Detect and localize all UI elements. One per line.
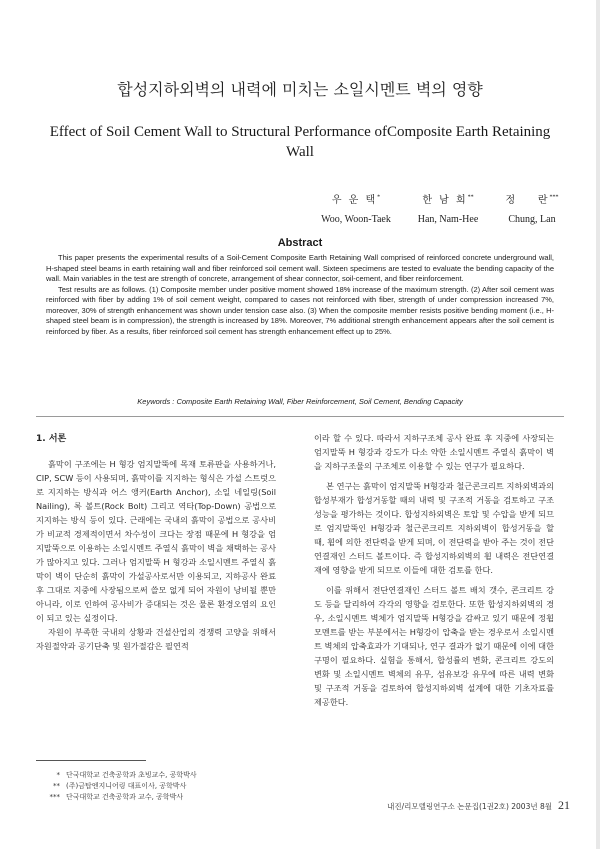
page-edge-shadow — [596, 0, 600, 849]
footnote: * 단국대학교 건축공학과 초빙교수, 공학박사 — [56, 771, 197, 779]
author-mark: *** — [549, 194, 559, 201]
body-paragraph: 흙막이 구조에는 H 형강 엄지말뚝에 목재 토류판을 사용하거나, CIP, SCW 등이 사용되며, 흙막이를 지지하는 형식은 가설 스트럿으로 지지하는 방식과 어스 앵커(Earth Anchor), 소일 네일링(Soil Nailing), 록 볼트(Rock Bolt) 그리고 역타(Top-Down) 공법으로 지지하는 방식 등이 있다. 근래에는 국내의 흙막이 공법으로 공사비가 비교적 경제적이면서 차수성이 크다는 장점 때문에 H 형강을 엄지말뚝으로 이용하는 소일시멘트 주열식 흙막이 벽을 채택하는 공사가 많아지고 있다. 그러나 엄지말뚝 H 형강과 소일시멘트 주열식 흙막이 벽이 단순히 흙막이 가설공사로서만 이용되고, 지하공사 완료 후 그대로 지중에 사장됨으로써 쓸모 없게 되어 자원이 낭비될 뿐만 아니라, 이로 인하여 공사비가 증대되는 것은 물론 환경오염의 요인이 되고 있는 실정이다. — [36, 459, 277, 623]
author-name-en: Chung, Lan — [508, 214, 556, 225]
author-name-ko: 한 남 희 — [422, 195, 468, 206]
journal-info: 내진/리모델링연구소 논문집(1권2호) 2003년 8월 — [387, 802, 552, 811]
author-name-ko: 정 란 — [505, 195, 550, 206]
body-paragraph: 이를 위해서 전단연결재인 스터드 볼트 배치 갯수, 콘크리트 강도 등을 달리하여 각각의 영향을 검토한다. 또한 합성지하외벽의 경우, 소일시멘트 벽체가 엄지말뚝 H형강을 감싸고 있기 때문에 정휨모멘트를 받는 부분에서는 H형강이 압축을 받는 경우로서 소일시멘트 벽체의 압축효과가 기대되나, 연구 결과가 없기 때문에 이에 대한 구명이 필요하다. 실험을 통해서, 합성률의 변화, 콘크리트 강도의 변화 및 소일시멘트 벽체의 유무, 섬유보강 유무에 따른 내력 변화 및 구조적 거동을 검토하여 합성지하외벽 설계에 대한 기초자료를 제공한다. — [314, 585, 554, 707]
author-name-ko: 우 운 택 — [331, 195, 378, 206]
right-column — [314, 431, 554, 709]
left-column — [36, 457, 276, 653]
paper-title-english: Effect of Soil Cement Wall to Structural Performance ofComposite Earth Retaining Wall — [49, 124, 551, 160]
page-footer — [320, 798, 570, 813]
author-name-en: Woo, Woon-Taek — [321, 214, 391, 225]
body-paragraph: 이라 할 수 있다. 따라서 지하구조체 공사 완료 후 지중에 사장되는 엄지말뚝 H 형강과 강도가 다소 약한 소일시멘트 주열식 흙막이 벽을 지하구조물의 구조체로 이용할 수 있는 연구가 필요하다. — [314, 433, 554, 471]
author-3 — [492, 191, 572, 225]
page-number: 21 — [558, 798, 570, 812]
body-paragraph: 본 연구는 흙막이 엄지말뚝 H형강과 철근콘크리트 지하외벽과의 합성부재가 합성거동할 때의 내력 및 구조적 거동을 검토하고 구조성능을 평가하는 것이다. 합성지하외벽은 토압 및 수압을 받게 되므로 엄지말뚝인 H형강과 철근콘크리트 지하외벽이 합성거동을 할 때, 휨에 의한 전단력을 받게 되며, 이 전단력을 받아 주는 것이 전단연결재인 스터드 볼트이다. 즉 합성지하외벽의 휨 내력은 전단연결재에 영향을 받게 되므로 이들에 대한 검토를 한다. — [314, 481, 554, 575]
keywords: Keywords : Composite Earth Retaining Wall, Fiber Reinforcement, Soil Cement, Bending Capacity — [137, 397, 463, 406]
body-paragraph: 자원이 부족한 국내의 상황과 건설산업의 경쟁력 고양을 위해서 자원절약과 공기단축 및 원가절감은 필연적 — [36, 627, 276, 651]
author-mark: ** — [467, 194, 474, 201]
author-mark: * — [377, 194, 381, 201]
author-1 — [316, 191, 396, 225]
abstract-heading: Abstract — [277, 237, 323, 249]
abstract-divider — [36, 416, 564, 417]
section-heading: 1. 서론 — [36, 434, 67, 444]
footnote-divider — [36, 760, 146, 761]
paper-title-korean: 합성지하외벽의 내력에 미치는 소일시멘트 벽의 영향 — [117, 80, 483, 99]
footnotes — [40, 770, 197, 803]
abstract-paragraph: This paper presents the experimental results of a Soil-Cement Composite Earth Retaining Wall comprised of reinforced concrete underground wall, H-shaped steel beams in earth retaining wall and fiber reinforced soil cement wall. Sixteen specimens are tested to evaluate the bending capacity of the wall. Main variables in the test are strength of concrete, arrangement of shear connector, soil-cement, and fiber reinforcement. — [46, 253, 554, 283]
footnote: ** (주)금탑엔지니어링 대표이사, 공학박사 — [53, 782, 187, 790]
abstract-body — [46, 253, 554, 337]
footnote: *** 단국대학교 건축공학과 교수, 공학박사 — [49, 793, 184, 801]
abstract-paragraph: Test results are as follows. (1) Composite member under positive moment showed 18% increase of the maximum strength. (2) After soil cement was reinforced with fiber by adding 1% of soil cement weight, compared to cases not reinforced with fiber, strength of under compression increased 7%, moreover, 30% of strength enhancement was shown under tension case also. (3) When the composite member resists positive bending moment (i.e., H-shaped steel beam is in compression), the strength is increased by 18%. Moreover, 7% additional strength enhancement appears after the soil cement is reinforced by fiber. As a results, fiber reinforced soil cement has strength enhancement effect up to 25%. — [46, 284, 554, 336]
author-2 — [408, 191, 488, 225]
author-name-en: Han, Nam-Hee — [417, 214, 479, 225]
